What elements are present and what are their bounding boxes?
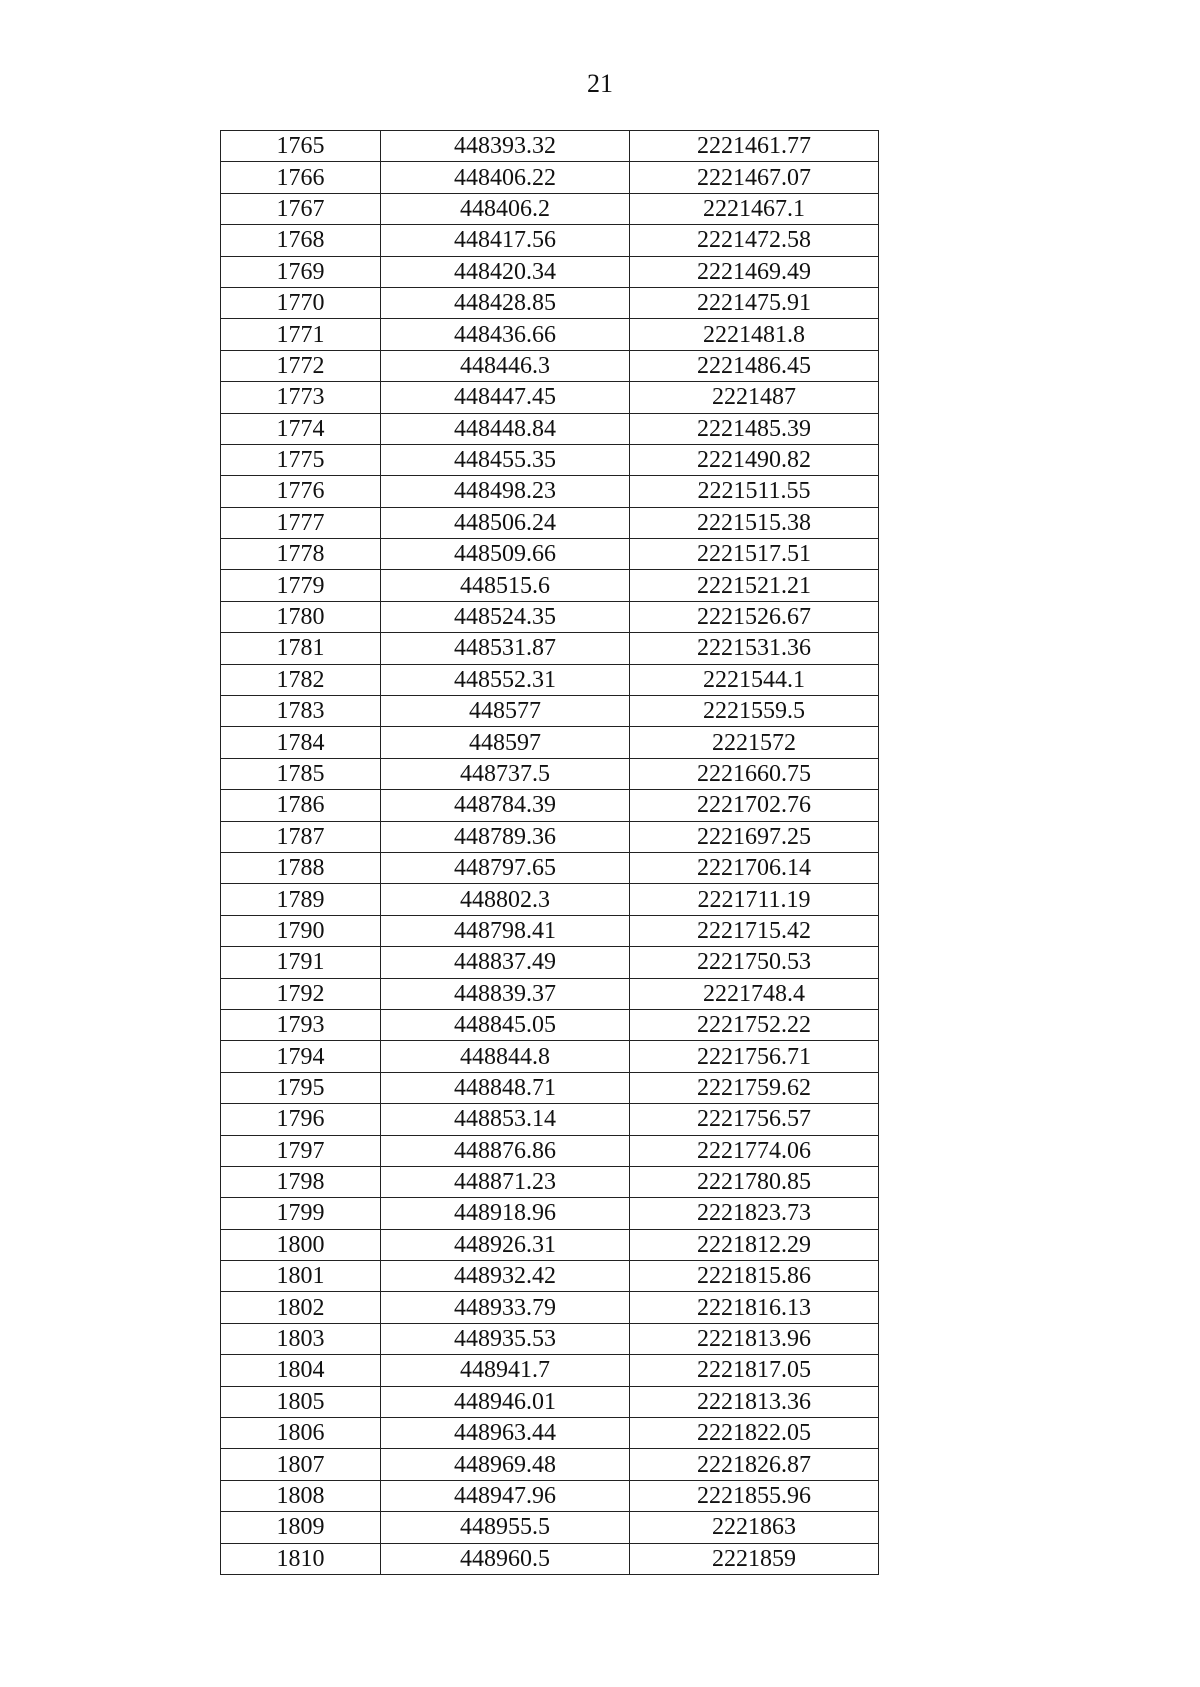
page-number: 21 xyxy=(587,69,613,98)
point-number-cell: 1781 xyxy=(221,633,381,664)
y-coordinate-cell: 2221517.51 xyxy=(630,539,879,570)
point-number-cell: 1793 xyxy=(221,1009,381,1040)
point-number-cell: 1777 xyxy=(221,507,381,538)
x-coordinate-cell: 448524.35 xyxy=(381,601,630,632)
table-row xyxy=(221,1355,879,1386)
point-number-cell: 1806 xyxy=(221,1418,381,1449)
x-coordinate-cell: 448933.79 xyxy=(381,1292,630,1323)
table-row xyxy=(221,1229,879,1260)
y-coordinate-cell: 2221826.87 xyxy=(630,1449,879,1480)
y-coordinate-cell: 2221702.76 xyxy=(630,790,879,821)
table-row xyxy=(221,1449,879,1480)
point-number-cell: 1804 xyxy=(221,1355,381,1386)
x-coordinate-cell: 448597 xyxy=(381,727,630,758)
y-coordinate-cell: 2221467.1 xyxy=(630,193,879,224)
y-coordinate-cell: 2221750.53 xyxy=(630,947,879,978)
point-number-cell: 1782 xyxy=(221,664,381,695)
point-number-cell: 1770 xyxy=(221,287,381,318)
table-row xyxy=(221,225,879,256)
y-coordinate-cell: 2221475.91 xyxy=(630,287,879,318)
y-coordinate-cell: 2221461.77 xyxy=(630,131,879,162)
table-row xyxy=(221,287,879,318)
table-row xyxy=(221,1323,879,1354)
point-number-cell: 1771 xyxy=(221,319,381,350)
table-row xyxy=(221,1512,879,1543)
x-coordinate-cell: 448963.44 xyxy=(381,1418,630,1449)
point-number-cell: 1783 xyxy=(221,696,381,727)
point-number-cell: 1790 xyxy=(221,915,381,946)
y-coordinate-cell: 2221813.36 xyxy=(630,1386,879,1417)
coordinates-table-body xyxy=(221,131,879,1575)
x-coordinate-cell: 448932.42 xyxy=(381,1261,630,1292)
x-coordinate-cell: 448845.05 xyxy=(381,1009,630,1040)
x-coordinate-cell: 448393.32 xyxy=(381,131,630,162)
y-coordinate-cell: 2221660.75 xyxy=(630,758,879,789)
table-row xyxy=(221,790,879,821)
table-row xyxy=(221,947,879,978)
x-coordinate-cell: 448515.6 xyxy=(381,570,630,601)
x-coordinate-cell: 448935.53 xyxy=(381,1323,630,1354)
y-coordinate-cell: 2221780.85 xyxy=(630,1166,879,1197)
y-coordinate-cell: 2221544.1 xyxy=(630,664,879,695)
point-number-cell: 1767 xyxy=(221,193,381,224)
point-number-cell: 1789 xyxy=(221,884,381,915)
coordinates-table xyxy=(220,130,879,1575)
x-coordinate-cell: 448839.37 xyxy=(381,978,630,1009)
y-coordinate-cell: 2221715.42 xyxy=(630,915,879,946)
point-number-cell: 1786 xyxy=(221,790,381,821)
point-number-cell: 1808 xyxy=(221,1480,381,1511)
table-row xyxy=(221,1041,879,1072)
y-coordinate-cell: 2221752.22 xyxy=(630,1009,879,1040)
x-coordinate-cell: 448802.3 xyxy=(381,884,630,915)
y-coordinate-cell: 2221521.21 xyxy=(630,570,879,601)
x-coordinate-cell: 448577 xyxy=(381,696,630,727)
table-row xyxy=(221,601,879,632)
y-coordinate-cell: 2221572 xyxy=(630,727,879,758)
y-coordinate-cell: 2221481.8 xyxy=(630,319,879,350)
table-row xyxy=(221,1009,879,1040)
y-coordinate-cell: 2221485.39 xyxy=(630,413,879,444)
table-row xyxy=(221,162,879,193)
table-row xyxy=(221,915,879,946)
table-row xyxy=(221,1386,879,1417)
table-row xyxy=(221,1292,879,1323)
table-row xyxy=(221,978,879,1009)
x-coordinate-cell: 448406.2 xyxy=(381,193,630,224)
point-number-cell: 1787 xyxy=(221,821,381,852)
x-coordinate-cell: 448737.5 xyxy=(381,758,630,789)
point-number-cell: 1780 xyxy=(221,601,381,632)
table-row xyxy=(221,1198,879,1229)
point-number-cell: 1805 xyxy=(221,1386,381,1417)
table-row xyxy=(221,1261,879,1292)
y-coordinate-cell: 2221711.19 xyxy=(630,884,879,915)
point-number-cell: 1791 xyxy=(221,947,381,978)
point-number-cell: 1778 xyxy=(221,539,381,570)
y-coordinate-cell: 2221822.05 xyxy=(630,1418,879,1449)
x-coordinate-cell: 448509.66 xyxy=(381,539,630,570)
point-number-cell: 1803 xyxy=(221,1323,381,1354)
table-row xyxy=(221,1135,879,1166)
x-coordinate-cell: 448844.8 xyxy=(381,1041,630,1072)
y-coordinate-cell: 2221526.67 xyxy=(630,601,879,632)
table-row xyxy=(221,1480,879,1511)
x-coordinate-cell: 448918.96 xyxy=(381,1198,630,1229)
point-number-cell: 1797 xyxy=(221,1135,381,1166)
y-coordinate-cell: 2221855.96 xyxy=(630,1480,879,1511)
y-coordinate-cell: 2221559.5 xyxy=(630,696,879,727)
table-row xyxy=(221,382,879,413)
table-row xyxy=(221,633,879,664)
x-coordinate-cell: 448552.31 xyxy=(381,664,630,695)
point-number-cell: 1800 xyxy=(221,1229,381,1260)
x-coordinate-cell: 448406.22 xyxy=(381,162,630,193)
y-coordinate-cell: 2221487 xyxy=(630,382,879,413)
x-coordinate-cell: 448876.86 xyxy=(381,1135,630,1166)
y-coordinate-cell: 2221531.36 xyxy=(630,633,879,664)
x-coordinate-cell: 448420.34 xyxy=(381,256,630,287)
table-row xyxy=(221,727,879,758)
x-coordinate-cell: 448946.01 xyxy=(381,1386,630,1417)
x-coordinate-cell: 448941.7 xyxy=(381,1355,630,1386)
x-coordinate-cell: 448784.39 xyxy=(381,790,630,821)
x-coordinate-cell: 448531.87 xyxy=(381,633,630,664)
table-row xyxy=(221,1104,879,1135)
y-coordinate-cell: 2221813.96 xyxy=(630,1323,879,1354)
x-coordinate-cell: 448448.84 xyxy=(381,413,630,444)
table-row xyxy=(221,1072,879,1103)
x-coordinate-cell: 448947.96 xyxy=(381,1480,630,1511)
table-row xyxy=(221,319,879,350)
point-number-cell: 1794 xyxy=(221,1041,381,1072)
y-coordinate-cell: 2221756.57 xyxy=(630,1104,879,1135)
table-row xyxy=(221,131,879,162)
y-coordinate-cell: 2221863 xyxy=(630,1512,879,1543)
x-coordinate-cell: 448436.66 xyxy=(381,319,630,350)
y-coordinate-cell: 2221823.73 xyxy=(630,1198,879,1229)
point-number-cell: 1809 xyxy=(221,1512,381,1543)
x-coordinate-cell: 448798.41 xyxy=(381,915,630,946)
table-row xyxy=(221,1418,879,1449)
point-number-cell: 1774 xyxy=(221,413,381,444)
y-coordinate-cell: 2221486.45 xyxy=(630,350,879,381)
x-coordinate-cell: 448955.5 xyxy=(381,1512,630,1543)
table-row xyxy=(221,1543,879,1574)
y-coordinate-cell: 2221748.4 xyxy=(630,978,879,1009)
x-coordinate-cell: 448837.49 xyxy=(381,947,630,978)
y-coordinate-cell: 2221467.07 xyxy=(630,162,879,193)
x-coordinate-cell: 448506.24 xyxy=(381,507,630,538)
table-row xyxy=(221,350,879,381)
table-row xyxy=(221,696,879,727)
point-number-cell: 1768 xyxy=(221,225,381,256)
y-coordinate-cell: 2221706.14 xyxy=(630,852,879,883)
x-coordinate-cell: 448498.23 xyxy=(381,476,630,507)
x-coordinate-cell: 448455.35 xyxy=(381,444,630,475)
x-coordinate-cell: 448797.65 xyxy=(381,852,630,883)
point-number-cell: 1785 xyxy=(221,758,381,789)
x-coordinate-cell: 448446.3 xyxy=(381,350,630,381)
point-number-cell: 1772 xyxy=(221,350,381,381)
table-row xyxy=(221,256,879,287)
point-number-cell: 1773 xyxy=(221,382,381,413)
x-coordinate-cell: 448848.71 xyxy=(381,1072,630,1103)
y-coordinate-cell: 2221756.71 xyxy=(630,1041,879,1072)
x-coordinate-cell: 448926.31 xyxy=(381,1229,630,1260)
y-coordinate-cell: 2221472.58 xyxy=(630,225,879,256)
y-coordinate-cell: 2221817.05 xyxy=(630,1355,879,1386)
point-number-cell: 1769 xyxy=(221,256,381,287)
x-coordinate-cell: 448417.56 xyxy=(381,225,630,256)
point-number-cell: 1799 xyxy=(221,1198,381,1229)
y-coordinate-cell: 2221816.13 xyxy=(630,1292,879,1323)
y-coordinate-cell: 2221469.49 xyxy=(630,256,879,287)
point-number-cell: 1810 xyxy=(221,1543,381,1574)
table-row xyxy=(221,664,879,695)
table-row xyxy=(221,1166,879,1197)
table-row xyxy=(221,476,879,507)
point-number-cell: 1798 xyxy=(221,1166,381,1197)
y-coordinate-cell: 2221812.29 xyxy=(630,1229,879,1260)
point-number-cell: 1801 xyxy=(221,1261,381,1292)
y-coordinate-cell: 2221759.62 xyxy=(630,1072,879,1103)
table-row xyxy=(221,758,879,789)
point-number-cell: 1765 xyxy=(221,131,381,162)
table-row xyxy=(221,539,879,570)
table-row xyxy=(221,444,879,475)
table-row xyxy=(221,821,879,852)
table-row xyxy=(221,507,879,538)
point-number-cell: 1792 xyxy=(221,978,381,1009)
point-number-cell: 1788 xyxy=(221,852,381,883)
y-coordinate-cell: 2221815.86 xyxy=(630,1261,879,1292)
y-coordinate-cell: 2221859 xyxy=(630,1543,879,1574)
x-coordinate-cell: 448447.45 xyxy=(381,382,630,413)
point-number-cell: 1807 xyxy=(221,1449,381,1480)
point-number-cell: 1775 xyxy=(221,444,381,475)
x-coordinate-cell: 448871.23 xyxy=(381,1166,630,1197)
point-number-cell: 1766 xyxy=(221,162,381,193)
x-coordinate-cell: 448789.36 xyxy=(381,821,630,852)
table-row xyxy=(221,570,879,601)
y-coordinate-cell: 2221774.06 xyxy=(630,1135,879,1166)
point-number-cell: 1802 xyxy=(221,1292,381,1323)
x-coordinate-cell: 448969.48 xyxy=(381,1449,630,1480)
point-number-cell: 1795 xyxy=(221,1072,381,1103)
point-number-cell: 1796 xyxy=(221,1104,381,1135)
table-row xyxy=(221,884,879,915)
table-row xyxy=(221,413,879,444)
point-number-cell: 1784 xyxy=(221,727,381,758)
table-row xyxy=(221,193,879,224)
table-row xyxy=(221,852,879,883)
x-coordinate-cell: 448960.5 xyxy=(381,1543,630,1574)
point-number-cell: 1776 xyxy=(221,476,381,507)
x-coordinate-cell: 448428.85 xyxy=(381,287,630,318)
y-coordinate-cell: 2221490.82 xyxy=(630,444,879,475)
y-coordinate-cell: 2221697.25 xyxy=(630,821,879,852)
y-coordinate-cell: 2221515.38 xyxy=(630,507,879,538)
y-coordinate-cell: 2221511.55 xyxy=(630,476,879,507)
point-number-cell: 1779 xyxy=(221,570,381,601)
x-coordinate-cell: 448853.14 xyxy=(381,1104,630,1135)
